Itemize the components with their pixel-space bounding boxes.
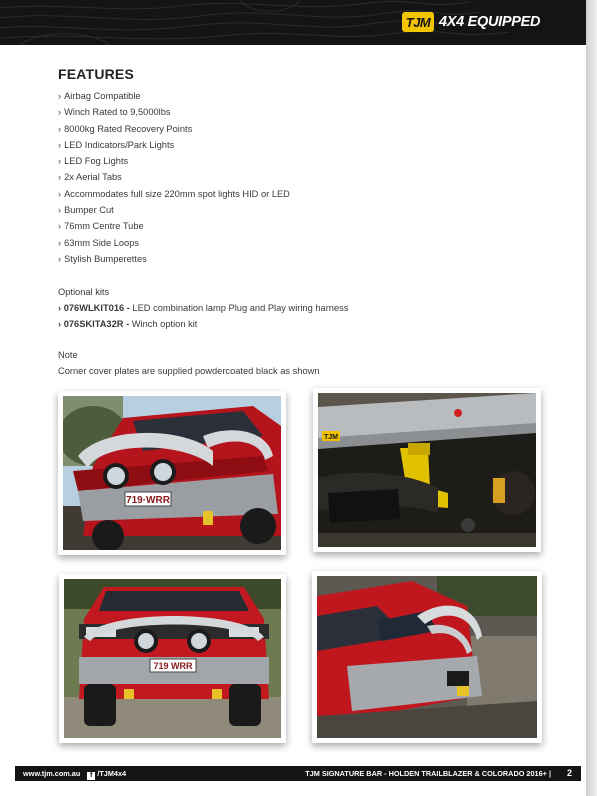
page-edge-shadow xyxy=(586,0,597,796)
kit-code: 076SKITA32R xyxy=(63,319,124,330)
chevron-right-icon: › xyxy=(58,237,62,248)
list-item: › Bumper Cut xyxy=(58,205,114,216)
number-plate: 719·WRR xyxy=(126,495,170,506)
list-item: › Stylish Bumperettes xyxy=(58,253,147,264)
kit-description: LED combination lamp Plug and Play wiring harness xyxy=(132,303,349,314)
kit-row: › 076SKITA32R - Winch option kit xyxy=(58,319,198,330)
logo-badge: TJM xyxy=(402,12,434,32)
list-item: › LED Fog Lights xyxy=(58,156,129,167)
list-item: › 8000kg Rated Recovery Points xyxy=(58,123,193,134)
chevron-right-icon: › xyxy=(58,205,62,216)
list-item: › 76mm Centre Tube xyxy=(58,221,144,232)
footer-title: TJM SIGNATURE BAR - HOLDEN TRAILBLAZER & COLORADO 2016+ | xyxy=(305,769,551,778)
content xyxy=(58,66,558,379)
features-list xyxy=(58,88,558,267)
list-item: › Airbag Compatible xyxy=(58,91,141,101)
note-label: Note xyxy=(58,350,78,361)
list-item: › 2x Aerial Tabs xyxy=(58,172,122,183)
list-item: › Accommodates full size 220mm spot lights HID or LED xyxy=(58,188,290,199)
chevron-right-icon: › xyxy=(58,172,62,183)
kit-row: › 076WLKIT016 - LED combination lamp Plug and Play wiring harness xyxy=(58,303,349,314)
website-link[interactable]: www.tjm.com.au xyxy=(23,769,81,778)
chevron-right-icon: › xyxy=(58,139,62,150)
photo-image xyxy=(64,579,281,738)
chevron-right-icon: › xyxy=(58,303,62,314)
header-banner xyxy=(0,0,586,45)
chevron-right-icon: › xyxy=(58,156,62,167)
footer-left xyxy=(23,766,126,781)
chevron-right-icon: › xyxy=(58,253,62,264)
page-number: 2 xyxy=(566,768,572,778)
chevron-right-icon: › xyxy=(58,91,62,101)
logo-text: 4X4 EQUIPPED xyxy=(439,14,541,30)
list-item: › 63mm Side Loops xyxy=(58,237,140,248)
photo-image xyxy=(63,396,281,550)
footer-bar xyxy=(15,766,581,781)
photo-front-bar xyxy=(58,391,286,555)
features-title: FEATURES xyxy=(58,66,135,82)
kit-code: 076WLKIT016 xyxy=(63,303,125,314)
chevron-right-icon: › xyxy=(58,107,62,118)
chevron-right-icon: › xyxy=(58,319,62,330)
chevron-right-icon: › xyxy=(58,221,62,232)
tjm-tag: TJM xyxy=(324,434,338,441)
chevron-right-icon: › xyxy=(58,188,62,199)
tjm-logo[interactable] xyxy=(402,11,540,33)
social-link[interactable]: /TJM4x4 xyxy=(97,769,127,778)
facebook-icon[interactable]: f xyxy=(87,772,95,780)
list-item: › Winch Rated to 9,5000lbs xyxy=(58,107,171,118)
photo-front-view xyxy=(59,574,286,743)
list-item: › LED Indicators/Park Lights xyxy=(58,139,175,150)
number-plate: 719 WRR xyxy=(153,661,193,671)
photo-image xyxy=(317,576,537,738)
note-text: Corner cover plates are supplied powdercoated black as shown xyxy=(58,366,320,377)
optional-kits-label: Optional kits xyxy=(58,287,110,298)
photo-underside xyxy=(313,388,541,552)
kit-description: Winch option kit xyxy=(131,319,198,330)
chevron-right-icon: › xyxy=(58,123,62,134)
photo-angled xyxy=(312,571,542,743)
photo-image xyxy=(318,393,536,547)
